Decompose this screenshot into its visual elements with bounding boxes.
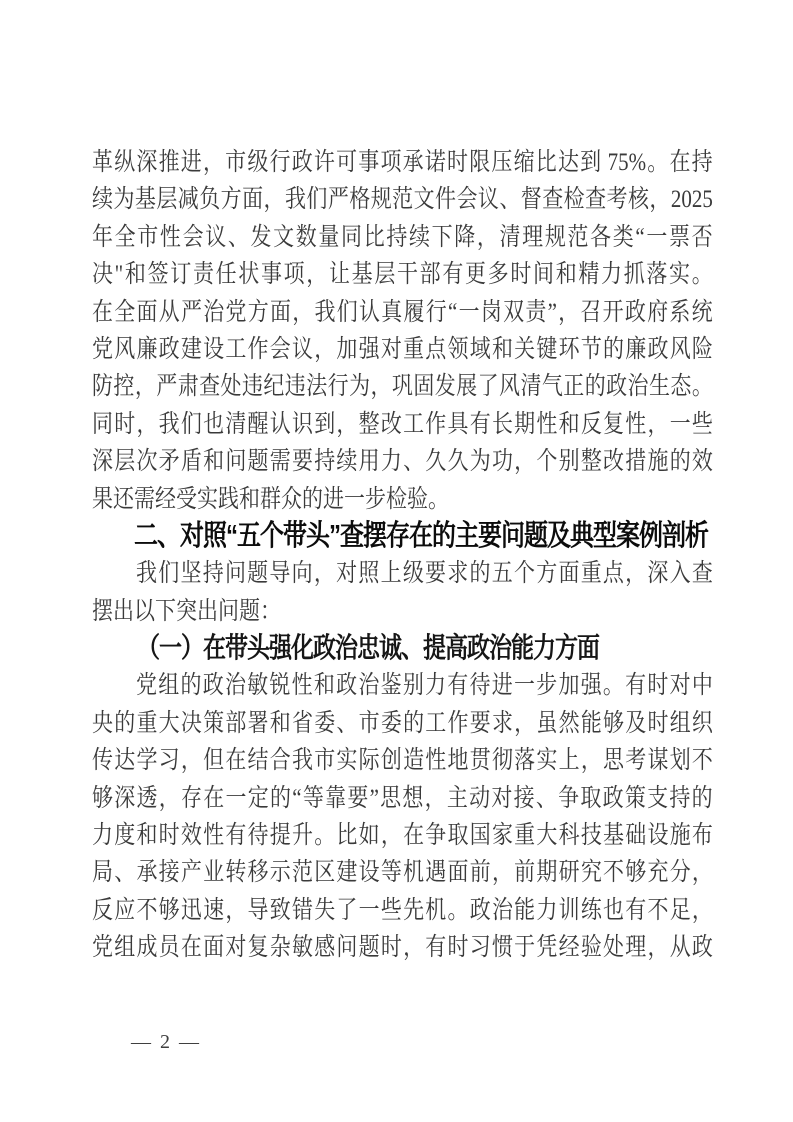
- text-line: 央 的 重 大 决 策 部 署 和 省 委 、 市 委 的 工 作 要 求 ， 虽 然 能 够 及 时 组 织: [92, 707, 713, 737]
- text-line: 在 全 面 从 严 治 党 方 面 ， 我 们 认 真 履 行 “ 一 岗 双 责 ” ， 召 开 政 府 系 统: [92, 296, 713, 326]
- text-line: 防 控 ， 严 肃 查 处 违 纪 违 法 行 为 ， 巩 固 发 展 了 风 清 气 正 的 政 治 生 态 。: [92, 371, 713, 401]
- text-line: 深 层 次 矛 盾 和 问 题 需 要 持 续 用 力 、 久 久 为 功 ， 个 别 整 改 措 施 的 效: [92, 446, 713, 476]
- text-line: 局 、 承 接 产 业 转 移 示 范 区 建 设 等 机 遇 面 前 ， 前 期 研 究 不 够 充 分 ，: [92, 857, 713, 887]
- text-line: 党 组 成 员 在 面 对 复 杂 敏 感 问 题 时 ， 有 时 习 惯 于 凭 经 验 处 理 ， 从 政: [92, 932, 713, 962]
- text-line: 力 度 和 时 效 性 有 待 提 升 。 比 如 ， 在 争 取 国 家 重 大 科 技 基 础 设 施 布: [92, 820, 713, 849]
- text-line: 年 全 市 性 会 议 、 发 文 数 量 同 比 持 续 下 降 ， 清 理 规 范 各 类 “ 一 票 否: [92, 221, 713, 251]
- text-line: 我 们 坚 持 问 题 导 向 ， 对 照 上 级 要 求 的 五 个 方 面 重 点 ， 深 入 查: [136, 558, 713, 588]
- text-line: 决 " 和 签 订 责 任 状 事 项 ， 让 基 层 干 部 有 更 多 时 间 和 精 力 抓 落 实 。: [92, 259, 713, 289]
- text-line: 反 应 不 够 迅 速 ， 导 致 错 失 了 一 些 先 机 。 政 治 能 力 训 练 也 有 不 足 ，: [92, 894, 713, 924]
- section-heading: 二、对照“五个带头”查摆存在的主要问题及典型案例剖析: [134, 519, 708, 553]
- text-line: 续 为 基 层 减 负 方 面 ， 我 们 严 格 规 范 文 件 会 议 、 督 查 检 查 考 核 ， 2025: [92, 184, 713, 214]
- page-number: — 2 —: [131, 1031, 201, 1053]
- text-line: 革 纵 深 推 进 ， 市 级 行 政 许 可 事 项 承 诺 时 限 压 缩 比 达 到 75% 。 在 持: [92, 147, 713, 176]
- document-body: [92, 144, 713, 967]
- text-line: 同 时 ， 我 们 也 清 醒 认 识 到 ， 整 改 工 作 具 有 长 期 性 和 反 复 性 ， 一 些: [92, 408, 713, 438]
- text-line: 够 深 透 ， 存 在 一 定 的 “ 等 靠 要 ” 思 想 ， 主 动 对 接 、 争 取 政 策 支 持 的: [92, 782, 713, 812]
- text-line: 党 组 的 政 治 敏 锐 性 和 政 治 鉴 别 力 有 待 进 一 步 加 强 。 有 时 对 中: [136, 670, 713, 700]
- subsection-heading: （一）在带头强化政治忠诚、提高政治能力方面: [137, 633, 599, 664]
- text-line: 党 风 廉 政 建 设 工 作 会 议 ， 加 强 对 重 点 领 域 和 关 键 环 节 的 廉 政 风 险: [92, 334, 713, 363]
- text-line: 摆出以下突出问题：: [92, 595, 281, 625]
- text-line: 果还需经受实践和群众的进一步检验。: [92, 483, 449, 513]
- text-line: 传 达 学 习 ， 但 在 结 合 我 市 实 际 创 造 性 地 贯 彻 落 实 上 ， 思 考 谋 划 不: [92, 745, 713, 775]
